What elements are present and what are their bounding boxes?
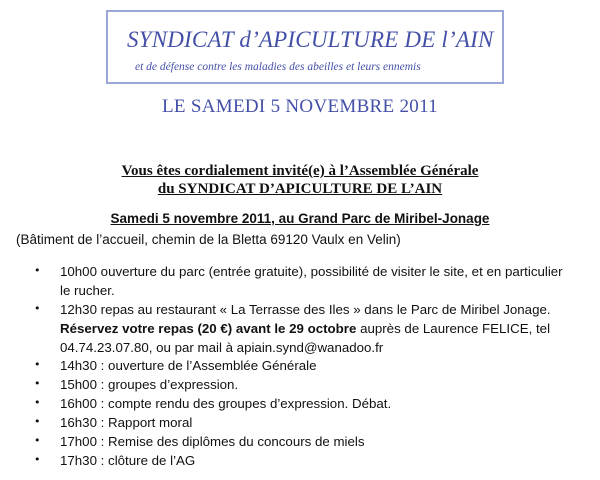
program-item-text: 04.74.23.07.80, ou par mail à apiain.synd@wanadoo.fr xyxy=(60,340,384,355)
invitation-line-1-text: Vous êtes cordialement invité(e) à l’Assemblée Générale xyxy=(121,163,479,179)
program-item-text: 14h30 : ouverture de l’Assemblée Générale xyxy=(60,358,317,373)
bullet-icon: • xyxy=(34,415,41,428)
invitation-line-2 xyxy=(0,181,600,198)
bullet-icon: • xyxy=(34,302,41,315)
bullet-icon: • xyxy=(34,453,41,466)
program-item-text: le rucher. xyxy=(60,283,115,298)
header-subtitle: et de défense contre les maladies des abeilles et leurs ennemis xyxy=(135,61,421,73)
program-item-text xyxy=(60,319,550,338)
event-when-where-text: Samedi 5 novembre 2011, au Grand Parc de Miribel-Jonage xyxy=(110,211,490,226)
program-item-text: 12h30 repas au restaurant « La Terrasse des Iles » dans le Parc de Miribel Jonage. xyxy=(60,302,551,317)
event-venue: (Bâtiment de l’accueil, chemin de la Bletta 69120 Vaulx en Velin) xyxy=(16,232,401,247)
reservation-deadline: Réservez votre repas (20 €) avant le 29 octobre xyxy=(60,321,357,336)
invitation-line-2-text: du SYNDICAT D’APICULTURE DE L’AIN xyxy=(157,181,443,197)
program-item-text: 16h00 : compte rendu des groupes d’expression. Débat. xyxy=(60,396,392,411)
bullet-icon: • xyxy=(34,358,41,371)
reservation-contact: auprès de Laurence FELICE, tel xyxy=(356,321,551,336)
date-heading: LE SAMEDI 5 NOVEMBRE 2011 xyxy=(162,96,438,117)
program-item-text: 17h00 : Remise des diplômes du concours de miels xyxy=(60,434,365,449)
bullet-icon: • xyxy=(34,396,41,409)
invitation-line-1 xyxy=(0,163,600,180)
program-item-text: 16h30 : Rapport moral xyxy=(60,415,193,430)
header-title: SYNDICAT d’APICULTURE DE l’AIN xyxy=(127,27,494,52)
bullet-icon: • xyxy=(34,377,41,390)
program-item-text: 10h00 ouverture du parc (entrée gratuite), possibilité de visiter le site, et en particulier xyxy=(60,264,563,279)
program-item-text: 17h30 : clôture de l’AG xyxy=(60,453,196,468)
program-item-text: 15h00 : groupes d’expression. xyxy=(60,377,239,392)
event-when-where xyxy=(0,211,600,226)
bullet-icon: • xyxy=(34,434,41,447)
bullet-icon: • xyxy=(34,264,41,277)
